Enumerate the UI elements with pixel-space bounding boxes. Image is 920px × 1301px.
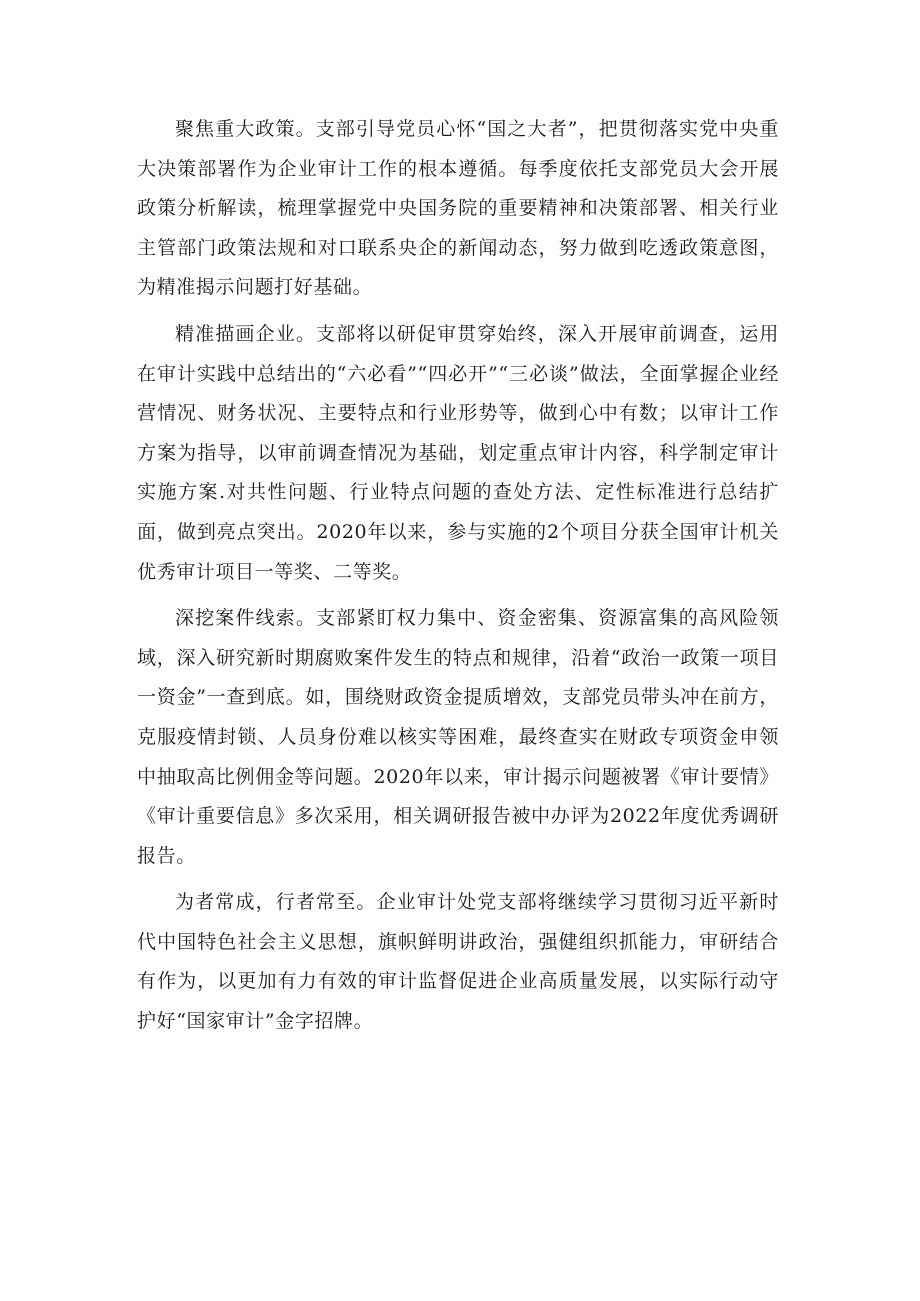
paragraph-conclusion: 为者常成，行者常至。企业审计处党支部将继续学习贯彻习近平新时代中国特色社会主义思想，旗帜鲜明讲政治，强健组织抓能力，审研结合有作为，以更加有力有效的审计监督促进企业高质量发展，以实际行动守护好“国家审计”金字招牌。 [137, 891, 779, 1033]
document-body [137, 110, 779, 1049]
paragraph-policy: 聚焦重大政策。支部引导党员心怀“国之大者”，把贯彻落实党中央重大决策部署作为企业审计工作的根本遵循。每季度依托支部党员大会开展政策分析解读，梳理掌握党中央国务院的重要精神和决策部署、相关行业主管部门政策法规和对口联系央企的新闻动态，努力做到吃透政策意图，为精准揭示问题打好基础。 [137, 118, 779, 299]
paragraph-case-leads: 深挖案件线索。支部紧盯权力集中、资金密集、资源富集的高风险领域，深入研究新时期腐败案件发生的特点和规律，沿着“政治一政策一项目一资金”一查到底。如，围绕财政资金提质增效，支部党员带头冲在前方，克服疫情封锁、人员身份难以核实等困难，最终查实在财政专项资金申领中抽取高比例佣金等问题。2020年以来，审计揭示问题被署《审计要情》《审计重要信息》多次采用，相关调研报告被中办评为2022年度优秀调研报告。 [137, 607, 779, 867]
paragraph-enterprise: 精准描画企业。支部将以研促审贯穿始终，深入开展审前调查，运用在审计实践中总结出的“六必看”“四必开”“三必谈”做法，全面掌握企业经营情况、财务状况、主要特点和行业形势等，做到心中有数；以审计工作方案为指导，以审前调查情况为基础，划定重点审计内容，科学制定审计实施方案.对共性问题、行业特点问题的查处方法、定性标准进行总结扩面，做到亮点突出。2020年以来，参与实施的2个项目分获全国审计机关优秀审计项目一等奖、二等奖。 [137, 322, 779, 583]
